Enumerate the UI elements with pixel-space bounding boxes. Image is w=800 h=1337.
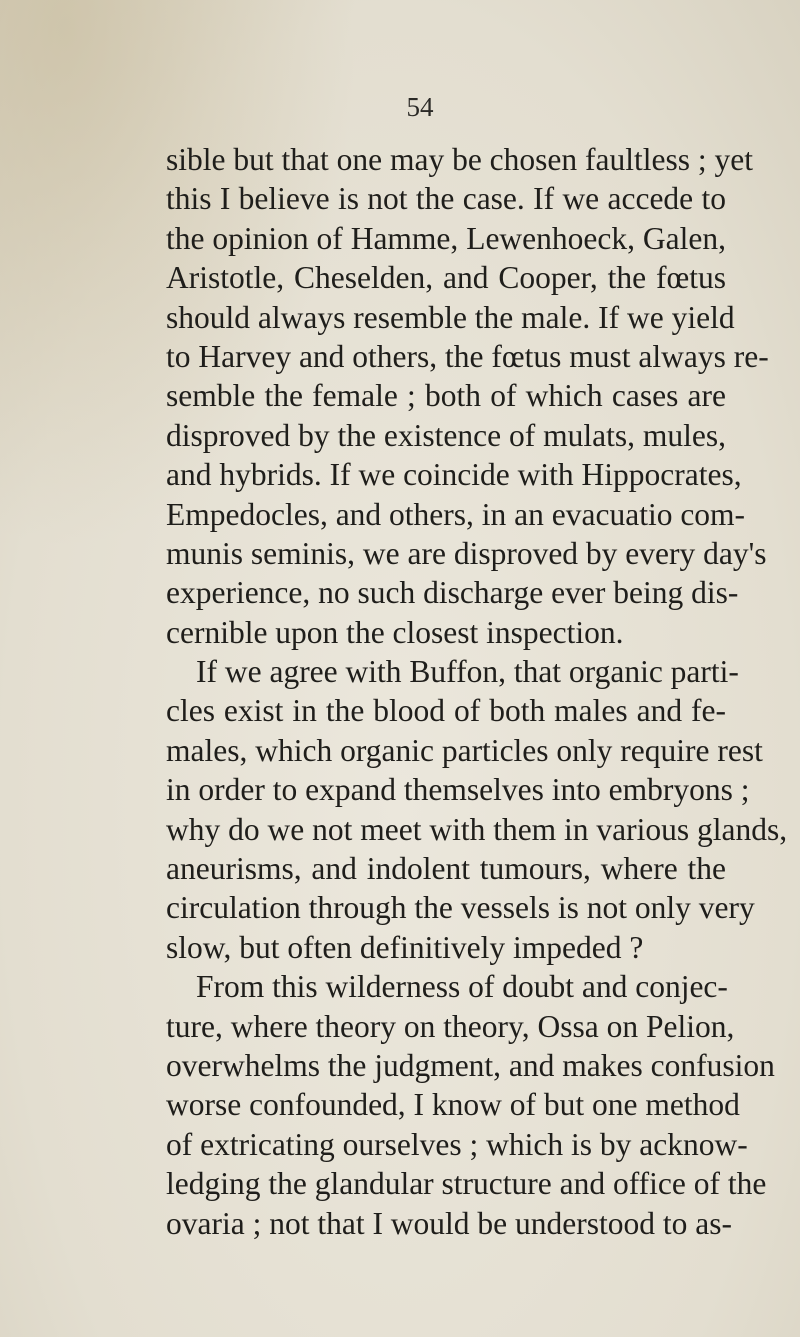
text-line: semble the female ; both of which cases are <box>166 378 726 414</box>
text-line: sible but that one may be chosen faultless ; yet <box>166 142 753 177</box>
text-line: males, which organic particles only require rest <box>166 732 763 768</box>
text-line: disproved by the existence of mulats, mules, <box>166 417 726 453</box>
text-line: If we agree with Buffon, that organic parti- <box>196 654 739 690</box>
text-line: and hybrids. If we coincide with Hippocrates, <box>166 457 742 493</box>
text-line: ovaria ; not that I would be understood to as- <box>166 1205 733 1241</box>
text-line: should always resemble the male. If we yield <box>166 299 735 335</box>
text-line: aneurisms, and indolent tumours, where the <box>166 851 726 887</box>
text-line: to Harvey and others, the fœtus must always re- <box>166 338 769 374</box>
text-line: overwhelms the judgment, and makes confusion <box>166 1047 775 1083</box>
text-line: cernible upon the closest inspection. <box>166 614 624 650</box>
text-line: Empedocles, and others, in an evacuatio com- <box>166 496 746 532</box>
text-line: circulation through the vessels is not only very <box>166 890 755 926</box>
text-line: of extricating ourselves ; which is by acknow- <box>166 1126 748 1162</box>
text-line: why do we not meet with them in various glands, <box>166 811 788 847</box>
body-text <box>166 140 788 1243</box>
text-line: in order to expand themselves into embryons ; <box>166 772 750 808</box>
text-line: From this wilderness of doubt and conjec- <box>196 969 728 1005</box>
text-line: ture, where theory on theory, Ossa on Pelion, <box>166 1008 735 1044</box>
text-line: Aristotle, Cheselden, and Cooper, the fœtus <box>166 260 726 296</box>
text-line: the opinion of Hamme, Lewenhoeck, Galen, <box>166 220 726 256</box>
page-number: 54 <box>406 92 434 122</box>
text-line: cles exist in the blood of both males and fe- <box>166 693 726 729</box>
text-line: this I believe is not the case. If we accede to <box>166 181 726 217</box>
text-line: munis seminis, we are disproved by every day's <box>166 535 767 571</box>
text-line: ledging the glandular structure and office of the <box>166 1166 767 1202</box>
text-line: worse confounded, I know of but one method <box>166 1087 740 1123</box>
text-line: slow, but often definitively impeded ? <box>166 929 644 965</box>
text-line: experience, no such discharge ever being dis- <box>166 575 739 611</box>
